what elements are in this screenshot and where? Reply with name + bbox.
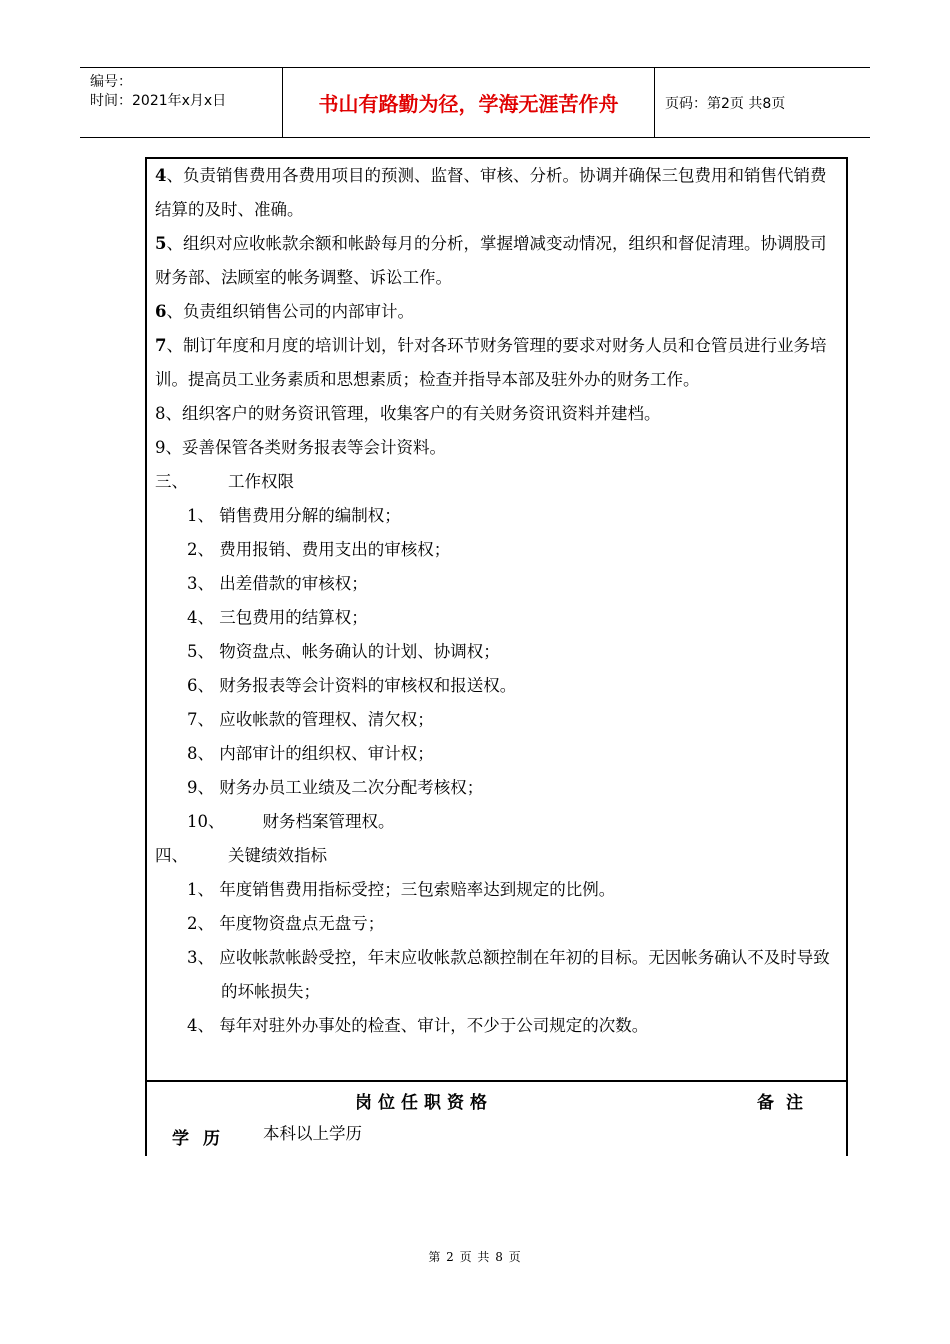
authority-item: 3、 出差借款的审核权； — [187, 574, 368, 593]
authority-item: 9、 财务办员工业绩及二次分配考核权； — [187, 778, 484, 797]
authority-item: 5、 物资盘点、帐务确认的计划、协调权； — [187, 642, 500, 661]
education-value: 本科以上学历 — [263, 1124, 362, 1143]
education-label: 学历 — [172, 1129, 234, 1149]
time-label: 时间：2021年x月x日 — [90, 93, 227, 109]
duty-item: 5、组织对应收帐款余额和帐龄每月的分析，掌握增减变动情况，组织和督促清理。协调股司财务部、法顾室的帐务调整、诉讼工作。 — [155, 234, 827, 287]
duty-item: 8、组织客户的财务资讯管理，收集客户的有关财务资讯资料并建档。 — [155, 404, 661, 423]
header-motto: 书山有路勤为径，学海无涯苦作舟 — [318, 92, 619, 116]
authority-item: 2、 费用报销、费用支出的审核权； — [187, 540, 451, 559]
qualification-title: 岗位任职资格 — [355, 1093, 493, 1113]
remark-label: 备注 — [757, 1093, 815, 1113]
kpi-item: 3、 应收帐款帐龄受控，年末应收帐款总额控制在年初的目标。无因帐务确认不及时导致的坏帐损失； — [187, 948, 830, 1001]
kpi-item: 1、 年度销售费用指标受控；三包索赔率达到规定的比例。 — [187, 880, 616, 899]
page-info: 页码：第2页 共8页 — [665, 95, 786, 112]
page-header — [80, 67, 870, 138]
authority-item: 10、 财务档案管理权。 — [187, 812, 395, 831]
kpi-item: 2、 年度物资盘点无盘亏； — [187, 914, 385, 933]
job-description-content — [155, 159, 835, 1043]
authority-item: 6、 财务报表等会计资料的审核权和报送权。 — [187, 676, 517, 695]
job-description-table — [145, 157, 848, 1156]
kpi-item: 4、 每年对驻外办事处的检查、审计，不少于公司规定的次数。 — [187, 1016, 649, 1035]
section-heading-authority: 三、 工作权限 — [155, 472, 294, 491]
duty-item: 7、制订年度和月度的培训计划，针对各环节财务管理的要求对财务人员和仓管员进行业务培训。提高员工业务素质和思想素质；检查并指导本部及驻外办的财务工作。 — [155, 336, 827, 389]
authority-item: 1、 销售费用分解的编制权； — [187, 506, 401, 525]
duty-item: 6、负责组织销售公司的内部审计。 — [155, 302, 414, 321]
duty-item: 4、负责销售费用各费用项目的预测、监督、审核、分析。协调并确保三包费用和销售代销费结算的及时、准确。 — [155, 166, 827, 219]
authority-item: 8、 内部审计的组织权、审计权； — [187, 744, 434, 763]
section-heading-kpi: 四、 关键绩效指标 — [155, 846, 327, 865]
code-label: 编号： — [90, 74, 132, 90]
authority-item: 7、 应收帐款的管理权、清欠权； — [187, 710, 434, 729]
qualification-divider — [145, 1080, 846, 1082]
authority-item: 4、 三包费用的结算权； — [187, 608, 368, 627]
duty-item: 9、妥善保管各类财务报表等会计资料。 — [155, 438, 446, 457]
page-footer: 第 2 页 共 8 页 — [428, 1250, 522, 1264]
header-meta — [80, 68, 282, 137]
header-divider — [654, 68, 655, 137]
